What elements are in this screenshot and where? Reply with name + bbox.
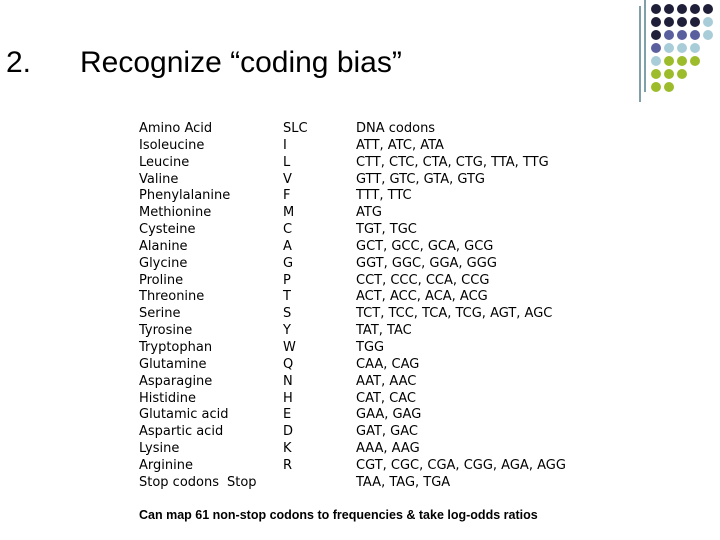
- codon-cell: CAA, CAG: [356, 356, 420, 372]
- slc-cell: Y: [283, 323, 291, 339]
- amino-acid-cell: Phenylalanine: [139, 188, 231, 204]
- slc-cell: S: [283, 306, 292, 322]
- slc-header: SLC: [283, 121, 308, 136]
- decor-dot: [690, 4, 700, 14]
- amino-acid-header: Amino Acid: [139, 121, 213, 136]
- decor-dot: [690, 30, 700, 40]
- codon-cell: CTT, CTC, CTA, CTG, TTA, TTG: [356, 154, 549, 170]
- codon-cell: CAT, CAC: [356, 390, 416, 406]
- codon-cell: GGT, GGC, GGA, GGG: [356, 255, 497, 271]
- codon-cell: TTT, TTC: [356, 188, 412, 204]
- amino-acid-cell: Cysteine: [139, 222, 196, 238]
- footer-note: Can map 61 non-stop codons to frequencies & take log-odds ratios: [139, 508, 538, 522]
- decor-dot: [651, 56, 661, 66]
- decor-dot: [651, 4, 661, 14]
- amino-acid-cell: Isoleucine: [139, 137, 205, 153]
- decor-dot: [664, 69, 674, 79]
- codon-cell: TAT, TAC: [356, 323, 412, 339]
- amino-acid-cell: Alanine: [139, 238, 188, 254]
- decor-dot: [690, 17, 700, 27]
- slc-cell: F: [283, 188, 291, 204]
- codon-cell: AAA, AAG: [356, 441, 420, 457]
- slc-cell: V: [283, 171, 292, 187]
- decor-dot: [703, 17, 713, 27]
- decor-dot: [677, 56, 687, 66]
- decor-dot: [677, 30, 687, 40]
- amino-acid-cell: Tyrosine: [139, 323, 193, 339]
- codon-header: DNA codons: [356, 121, 436, 136]
- slc-cell: N: [283, 373, 293, 389]
- amino-acid-cell: Glutamine: [139, 356, 207, 372]
- codon-cell: TGG: [356, 339, 385, 355]
- decor-dot: [703, 4, 713, 14]
- codon-cell: GTT, GTC, GTA, GTG: [356, 171, 485, 187]
- codon-cell: TGT, TGC: [356, 222, 417, 238]
- stop-label: Stop: [227, 475, 257, 490]
- amino-acid-cell: Asparagine: [139, 373, 213, 389]
- amino-acid-cell: Valine: [139, 171, 179, 187]
- decor-dot: [651, 17, 661, 27]
- amino-acid-cell: Histidine: [139, 390, 196, 406]
- slc-cell: T: [283, 289, 291, 305]
- codon-cell: GAA, GAG: [356, 407, 422, 423]
- decor-dot: [651, 69, 661, 79]
- decor-dot: [703, 30, 713, 40]
- decor-dot: [664, 56, 674, 66]
- decor-dot: [690, 43, 700, 53]
- decor-dot: [664, 43, 674, 53]
- amino-acid-cell: Leucine: [139, 154, 190, 170]
- codon-cell: GAT, GAC: [356, 424, 418, 440]
- codon-cell: ATT, ATC, ATA: [356, 137, 444, 153]
- amino-acid-cell: Stop codons: [139, 474, 220, 490]
- slc-cell: R: [283, 457, 293, 473]
- slc-cell: A: [283, 238, 292, 254]
- codon-cell: CCT, CCC, CCA, CCG: [356, 272, 490, 288]
- amino-acid-cell: Proline: [139, 272, 184, 288]
- amino-acid-cell: Threonine: [139, 289, 205, 305]
- amino-acid-cell: Tryptophan: [139, 339, 213, 355]
- slc-cell: I: [283, 137, 287, 153]
- amino-acid-cell: Glycine: [139, 255, 188, 271]
- decor-line-2: [644, 0, 646, 92]
- decor-dot: [690, 56, 700, 66]
- codon-cell: TAA, TAG, TGA: [356, 474, 451, 490]
- amino-acid-cell: Methionine: [139, 205, 212, 221]
- decor-dot: [677, 43, 687, 53]
- decor-dot: [677, 4, 687, 14]
- amino-acid-cell: Glutamic acid: [139, 407, 229, 423]
- decor-dot: [664, 17, 674, 27]
- amino-acid-cell: Arginine: [139, 457, 193, 473]
- decor-dot: [664, 82, 674, 92]
- codon-column: [356, 121, 566, 492]
- decor-dot-grid: [651, 4, 720, 104]
- slc-cell: L: [283, 154, 291, 170]
- codon-cell: ACT, ACC, ACA, ACG: [356, 289, 488, 305]
- codon-cell: GCT, GCC, GCA, GCG: [356, 238, 494, 254]
- amino-acid-cell: Serine: [139, 306, 181, 322]
- slc-cell: D: [283, 424, 294, 440]
- decor-dot: [677, 17, 687, 27]
- slc-cell: K: [283, 441, 292, 457]
- slc-cell: H: [283, 390, 293, 406]
- slc-cell: M: [283, 205, 295, 221]
- decor-dot: [677, 69, 687, 79]
- amino-acid-cell: Aspartic acid: [139, 424, 224, 440]
- amino-acid-cell: Lysine: [139, 441, 180, 457]
- decor-line-1: [639, 6, 641, 102]
- slc-cell: C: [283, 222, 293, 238]
- decor-dot: [651, 43, 661, 53]
- slc-cell: W: [283, 339, 296, 355]
- slc-cell: Q: [283, 356, 294, 372]
- slc-cell: P: [283, 272, 291, 288]
- codon-cell: ATG: [356, 205, 382, 221]
- slc-cell: E: [283, 407, 292, 423]
- decor-dot: [651, 30, 661, 40]
- slide-title: Recognize “coding bias”: [80, 46, 402, 79]
- codon-cell: CGT, CGC, CGA, CGG, AGA, AGG: [356, 457, 566, 473]
- slc-cell: G: [283, 255, 294, 271]
- decor-dot: [651, 82, 661, 92]
- slide-number: 2.: [6, 46, 32, 79]
- codon-cell: TCT, TCC, TCA, TCG, AGT, AGC: [356, 306, 553, 322]
- decor-dot: [664, 4, 674, 14]
- amino-acid-column: [139, 121, 230, 492]
- codon-cell: AAT, AAC: [356, 373, 417, 389]
- slc-column: [283, 121, 308, 475]
- decor-dot: [664, 30, 674, 40]
